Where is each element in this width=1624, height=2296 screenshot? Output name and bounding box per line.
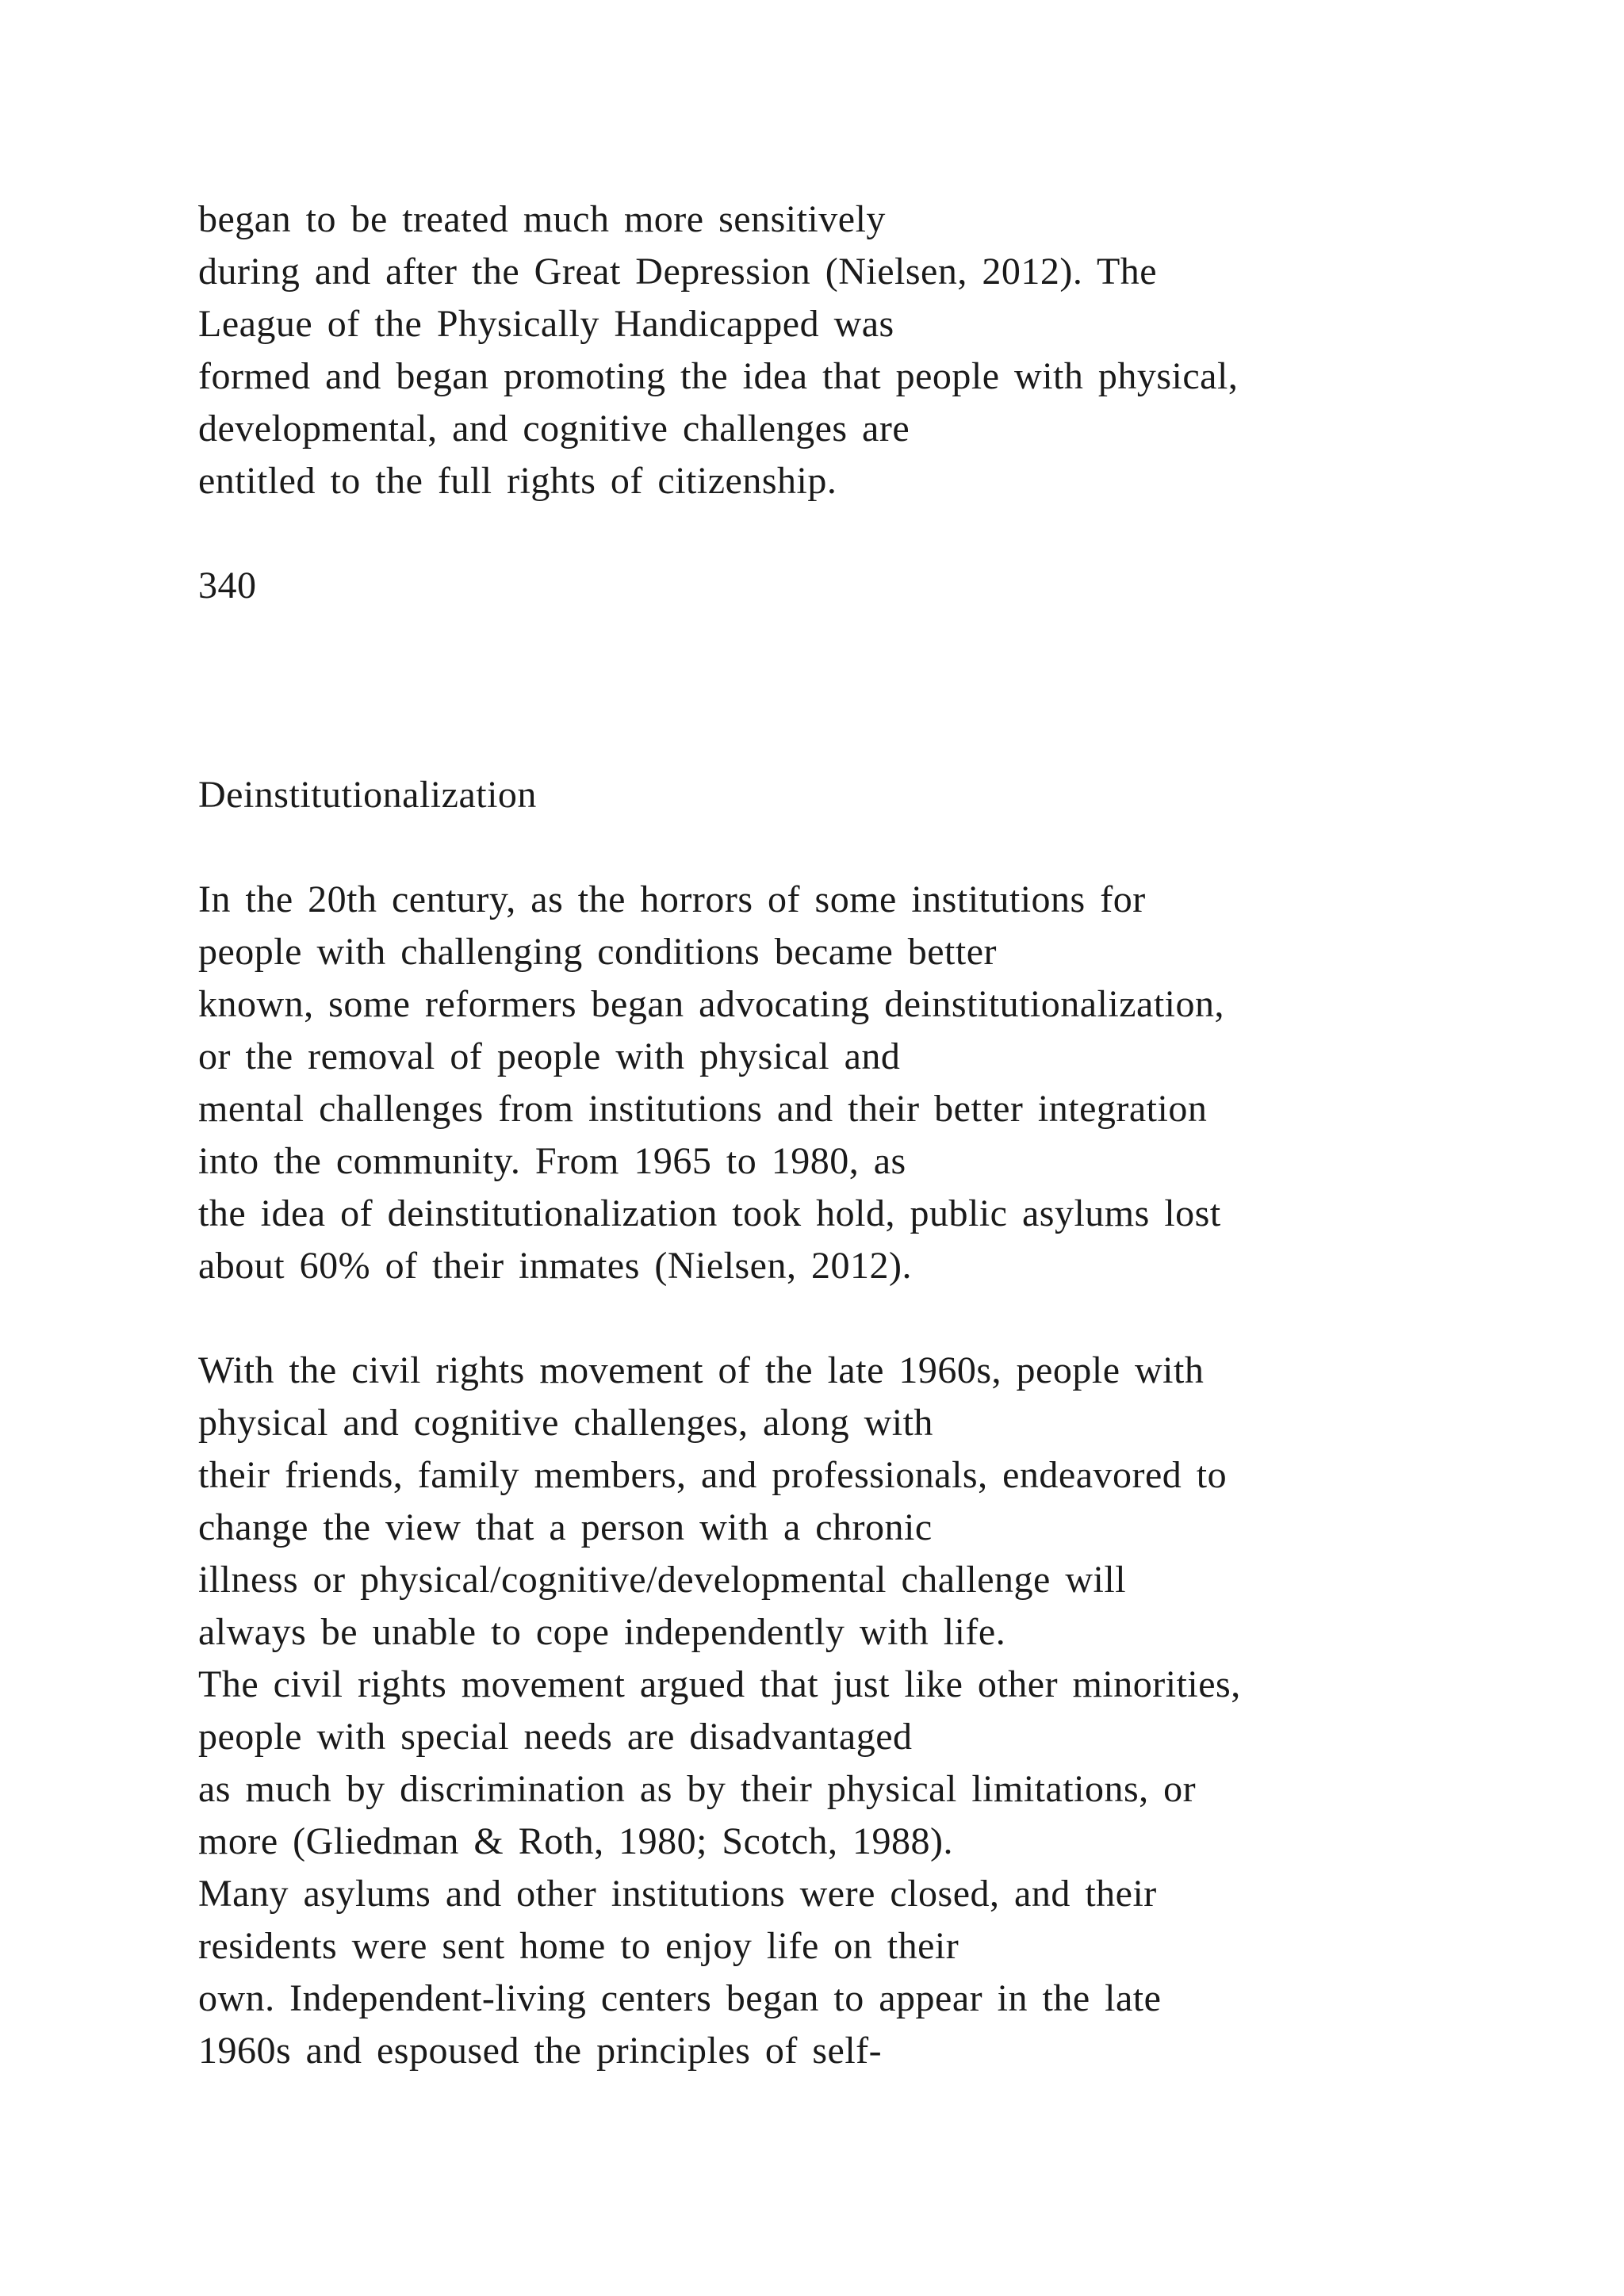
text-line: In the 20th century, as the horrors of some institutions for: [198, 878, 1146, 920]
text-line: mental challenges from institutions and their better integration: [198, 1088, 1208, 1130]
page-number: 340: [198, 564, 257, 607]
document-page: [198, 193, 1483, 2077]
text-line: during and after the Great Depression (Nielsen, 2012). The: [198, 251, 1158, 293]
section-heading: Deinstitutionalization: [198, 774, 537, 816]
text-line: Many asylums and other institutions were closed, and their: [198, 1873, 1157, 1915]
text-line: own. Independent-living centers began to appear in the late: [198, 1977, 1162, 2019]
paragraph-deinstitutionalization: [198, 874, 1483, 1292]
text-line: people with special needs are disadvantaged: [198, 1716, 913, 1758]
text-line: more (Gliedman & Roth, 1980; Scotch, 1988).: [198, 1820, 954, 1862]
text-line: began to be treated much more sensitively: [198, 198, 886, 240]
text-line: the idea of deinstitutionalization took hold, public asylums lost: [198, 1192, 1221, 1234]
text-line: 1960s and espoused the principles of self-: [198, 2030, 883, 2072]
text-line: With the civil rights movement of the late 1960s, people with: [198, 1349, 1205, 1391]
section-spacer: [198, 612, 1483, 769]
text-line: physical and cognitive challenges, along with: [198, 1402, 933, 1444]
text-line: change the view that a person with a chronic: [198, 1506, 933, 1548]
paragraph-spacer: [198, 507, 1483, 560]
text-line: always be unable to cope independently with life.: [198, 1611, 1006, 1653]
paragraph-spacer: [198, 821, 1483, 874]
text-line: developmental, and cognitive challenges are: [198, 408, 910, 450]
text-line: entitled to the full rights of citizenship.: [198, 460, 837, 502]
text-line: or the removal of people with physical and: [198, 1035, 901, 1077]
text-line: as much by discrimination as by their physical limitations, or: [198, 1768, 1197, 1810]
paragraph-civil-rights: [198, 1345, 1483, 2077]
text-line: The civil rights movement argued that just like other minorities,: [198, 1663, 1241, 1705]
text-line: known, some reformers began advocating deinstitutionalization,: [198, 983, 1224, 1025]
text-line: residents were sent home to enjoy life on their: [198, 1925, 959, 1967]
text-line: into the community. From 1965 to 1980, as: [198, 1140, 906, 1182]
paragraph-intro: [198, 193, 1483, 507]
text-line: League of the Physically Handicapped was: [198, 303, 894, 345]
paragraph-spacer: [198, 1292, 1483, 1345]
text-line: about 60% of their inmates (Nielsen, 2012).: [198, 1245, 912, 1287]
text-line: people with challenging conditions became better: [198, 931, 998, 973]
text-line: their friends, family members, and professionals, endeavored to: [198, 1454, 1228, 1496]
text-line: illness or physical/cognitive/developmental challenge will: [198, 1559, 1127, 1601]
text-line: formed and began promoting the idea that people with physical,: [198, 355, 1239, 397]
